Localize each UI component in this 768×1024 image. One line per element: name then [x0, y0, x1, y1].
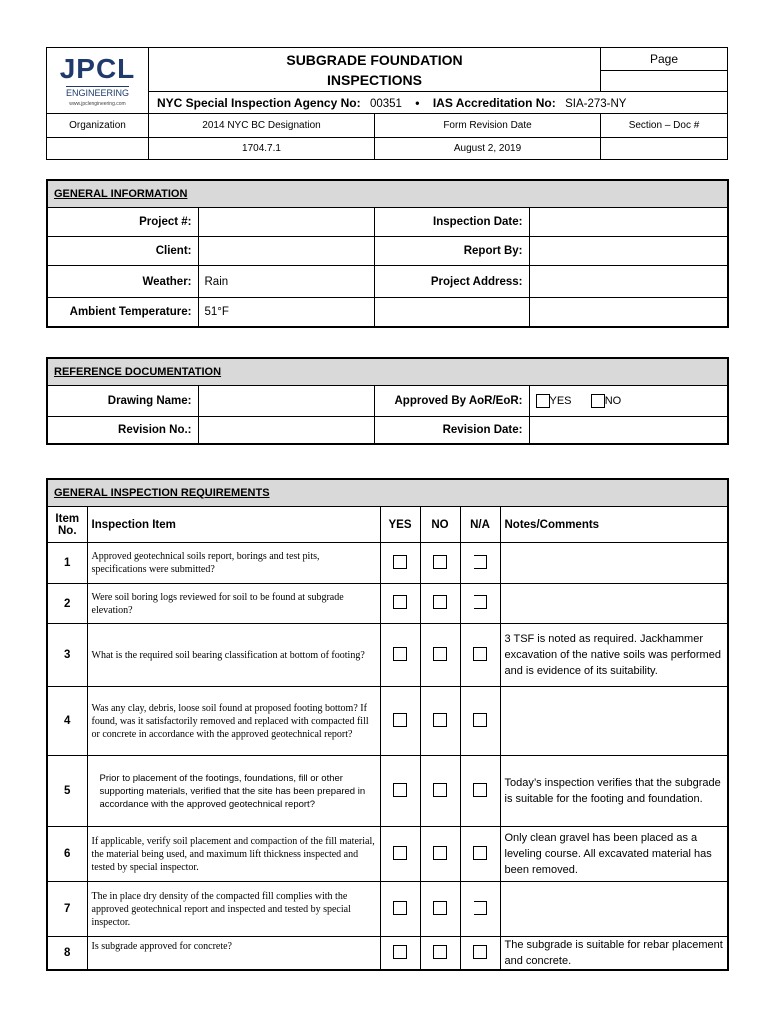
item-number: 8: [47, 937, 87, 971]
inspection-item: What is the required soil bearing classification at bottom of footing?: [87, 624, 380, 687]
report-by-field[interactable]: [529, 237, 728, 266]
agency-line: NYC Special Inspection Agency No: 00351 • IAS Accreditation No: SIA-273-NY: [149, 92, 728, 114]
revision-label: Form Revision Date: [375, 114, 601, 138]
no-checkbox[interactable]: [433, 647, 447, 661]
requirements-heading: GENERAL INSPECTION REQUIREMENTS: [47, 479, 728, 507]
yes-checkbox[interactable]: [393, 901, 407, 915]
reference-heading: REFERENCE DOCUMENTATION: [47, 358, 728, 386]
item-number: 2: [47, 584, 87, 624]
no-checkbox[interactable]: [433, 713, 447, 727]
notes-field[interactable]: Today’s inspection verifies that the subgrade is suitable for the footing and foundation.: [500, 756, 728, 827]
address-field[interactable]: [529, 266, 728, 298]
yes-checkbox[interactable]: [393, 555, 407, 569]
revision-date-label: Revision Date:: [374, 417, 529, 444]
temperature-label: Ambient Temperature:: [47, 298, 198, 327]
no-checkbox[interactable]: [433, 595, 447, 609]
table-row: [47, 687, 728, 756]
reference-table: [46, 357, 729, 445]
col-na-header: N/A: [460, 507, 500, 543]
page-number-cell: [601, 71, 728, 92]
col-inspection-header: Inspection Item: [87, 507, 380, 543]
approved-label: Approved By AoR/EoR:: [374, 386, 529, 417]
notes-field[interactable]: Only clean gravel has been placed as a leveling course. All excavated material has been removed.: [500, 827, 728, 882]
table-row: [47, 624, 728, 687]
table-row: [47, 827, 728, 882]
na-checkbox[interactable]: [473, 783, 487, 797]
table-row: [47, 882, 728, 937]
header-table: [46, 47, 728, 160]
notes-field[interactable]: [500, 882, 728, 937]
revision-value: August 2, 2019: [375, 138, 601, 160]
yes-checkbox[interactable]: [536, 394, 550, 408]
logo-text: JPCL: [59, 52, 136, 84]
na-checkbox[interactable]: [474, 555, 487, 569]
yes-checkbox[interactable]: [393, 783, 407, 797]
yes-label: YES: [549, 395, 572, 407]
general-info-heading: GENERAL INFORMATION: [47, 180, 728, 208]
page-title: SUBGRADE FOUNDATION INSPECTIONS: [149, 48, 601, 92]
na-checkbox[interactable]: [473, 647, 487, 661]
organization-label: Organization: [47, 114, 149, 138]
page-label: Page: [601, 48, 728, 71]
na-checkbox[interactable]: [474, 901, 487, 915]
no-checkbox[interactable]: [433, 901, 447, 915]
weather-field[interactable]: Rain: [198, 266, 374, 298]
client-label: Client:: [47, 237, 198, 266]
no-checkbox[interactable]: [591, 394, 605, 408]
notes-field[interactable]: The subgrade is suitable for rebar placement and concrete.: [500, 937, 728, 971]
na-checkbox[interactable]: [473, 945, 487, 959]
inspection-date-field[interactable]: [529, 208, 728, 237]
client-field[interactable]: [198, 237, 374, 266]
yes-checkbox[interactable]: [393, 846, 407, 860]
table-row: [47, 756, 728, 827]
col-no-header: NO: [420, 507, 460, 543]
no-label: NO: [604, 395, 622, 407]
yes-checkbox[interactable]: [393, 945, 407, 959]
item-number: 3: [47, 624, 87, 687]
no-checkbox[interactable]: [433, 555, 447, 569]
inspection-item: Approved geotechnical soils report, borings and test pits, specifications were submitted?: [87, 543, 380, 584]
inspection-item: Was any clay, debris, loose soil found at proposed footing bottom? If found, was it satisfactorily removed and replaced with compacted fill or concrete in accordance with the approved geotechnical report?: [87, 687, 380, 756]
project-label: Project #:: [47, 208, 198, 237]
col-notes-header: Notes/Comments: [500, 507, 728, 543]
no-checkbox[interactable]: [433, 846, 447, 860]
inspection-item: Were soil boring logs reviewed for soil to be found at subgrade elevation?: [87, 584, 380, 624]
table-row: [47, 543, 728, 584]
approved-options: [529, 386, 728, 417]
item-number: 4: [47, 687, 87, 756]
item-number: 7: [47, 882, 87, 937]
project-field[interactable]: [198, 208, 374, 237]
logo-url: www.jpclengineering.com: [69, 100, 126, 107]
section-value: [601, 138, 728, 160]
organization-value: [47, 138, 149, 160]
no-checkbox[interactable]: [433, 945, 447, 959]
logo-sub: ENGINEERING: [65, 87, 129, 98]
col-item-header: Item No.: [47, 507, 87, 543]
drawing-name-label: Drawing Name:: [47, 386, 198, 417]
col-yes-header: YES: [380, 507, 420, 543]
weather-label: Weather:: [47, 266, 198, 298]
inspection-date-label: Inspection Date:: [374, 208, 529, 237]
yes-checkbox[interactable]: [393, 595, 407, 609]
temperature-field[interactable]: 51°F: [198, 298, 374, 327]
na-checkbox[interactable]: [473, 713, 487, 727]
item-number: 1: [47, 543, 87, 584]
logo: [47, 48, 149, 114]
inspection-item: Is subgrade approved for concrete?: [87, 937, 380, 971]
designation-label: 2014 NYC BC Designation: [149, 114, 375, 138]
table-row: [47, 937, 728, 971]
inspection-item: The in place dry density of the compacted fill complies with the approved geotechnical report and inspected and tested by special inspector.: [87, 882, 380, 937]
empty-cell: [529, 298, 728, 327]
no-checkbox[interactable]: [433, 783, 447, 797]
na-checkbox[interactable]: [474, 595, 487, 609]
revision-date-field[interactable]: [529, 417, 728, 444]
table-row: [47, 584, 728, 624]
revision-no-field[interactable]: [198, 417, 374, 444]
inspection-item: If applicable, verify soil placement and compaction of the fill material, the material being used, and maximum lift thickness inspected and tested by special inspector.: [87, 827, 380, 882]
empty-cell: [374, 298, 529, 327]
revision-no-label: Revision No.:: [47, 417, 198, 444]
section-label: Section – Doc #: [601, 114, 728, 138]
yes-checkbox[interactable]: [393, 713, 407, 727]
report-by-label: Report By:: [374, 237, 529, 266]
drawing-name-field[interactable]: [198, 386, 374, 417]
notes-field[interactable]: 3 TSF is noted as required. Jackhammer excavation of the native soils was performed and is evidence of its suitability.: [500, 624, 728, 687]
requirements-table: [46, 478, 729, 971]
item-number: 6: [47, 827, 87, 882]
notes-field[interactable]: [500, 584, 728, 624]
notes-field[interactable]: [500, 543, 728, 584]
item-number: 5: [47, 756, 87, 827]
notes-field[interactable]: [500, 687, 728, 756]
na-checkbox[interactable]: [473, 846, 487, 860]
address-label: Project Address:: [374, 266, 529, 298]
designation-value: 1704.7.1: [149, 138, 375, 160]
general-info-table: [46, 179, 729, 328]
yes-checkbox[interactable]: [393, 647, 407, 661]
inspection-item: Prior to placement of the footings, foundations, fill or other supporting materials, verified that the site has been prepared in accordance with the approved geotechnical report?: [87, 756, 380, 827]
